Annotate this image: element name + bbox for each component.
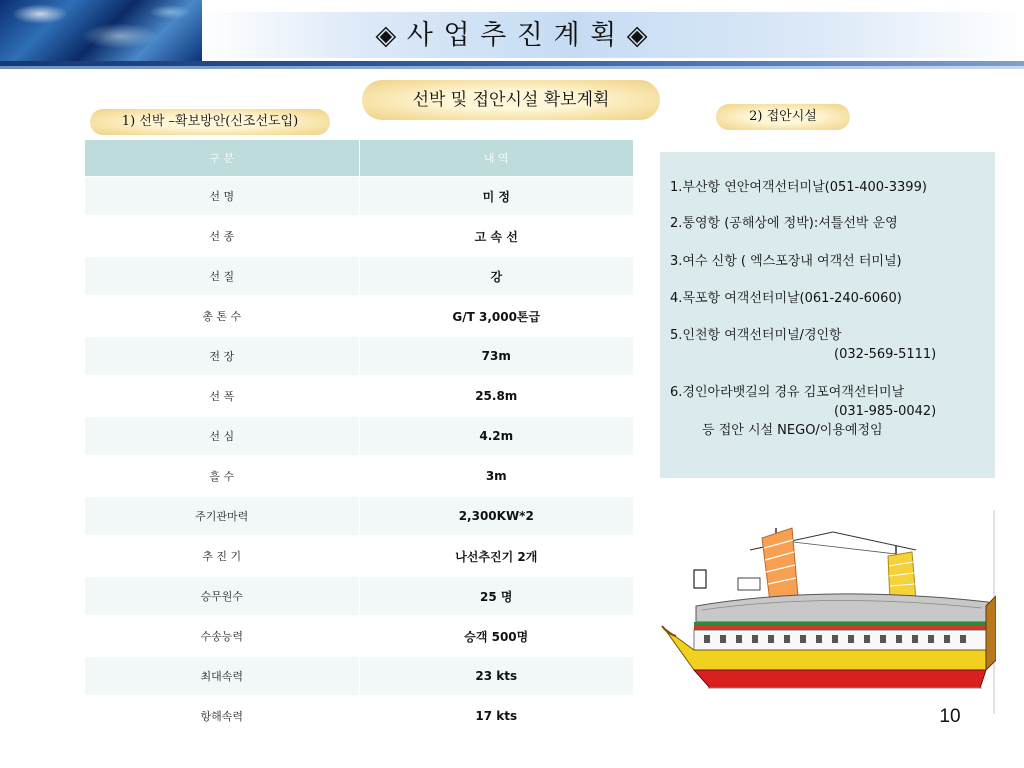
- row-value: 미 정: [359, 177, 634, 217]
- section2-label: 2) 접안시설: [716, 104, 850, 130]
- row-value: 73m: [359, 336, 634, 376]
- ship-spec-table: [84, 139, 634, 737]
- table-row: [85, 536, 634, 576]
- table-row: [85, 177, 634, 217]
- table-row: [85, 416, 634, 456]
- facility-item: 4.목포항 여객선터미날(061-240-6060): [670, 291, 902, 306]
- facility-phone: (032-569-5111): [834, 347, 937, 362]
- row-value: 4.2m: [359, 416, 634, 456]
- slide-title: ◈ 사 업 추 진 계 획 ◈: [375, 20, 649, 51]
- row-key: 승무원수: [85, 576, 360, 616]
- ship-illustration: [658, 510, 996, 714]
- table-row: [85, 576, 634, 616]
- facilities-box: [660, 152, 995, 478]
- header-category: 구 분: [85, 140, 360, 177]
- main-subtitle: 선박 및 접안시설 확보계획: [362, 80, 660, 120]
- row-value: 고 속 선: [359, 216, 634, 256]
- row-key: 선 명: [85, 177, 360, 217]
- table-row: [85, 376, 634, 416]
- row-value: 승객 500명: [359, 616, 634, 656]
- section1-label: 1) 선박 –확보방안(신조선도입): [90, 109, 330, 135]
- row-value: 25 명: [359, 576, 634, 616]
- table-row: [85, 336, 634, 376]
- row-value: 강: [359, 256, 634, 296]
- page-number: 10: [939, 706, 961, 727]
- header-stripe-light: [0, 66, 1024, 69]
- row-key: 최대속력: [85, 656, 360, 696]
- row-key: 총 톤 수: [85, 296, 360, 336]
- row-value: G/T 3,000톤급: [359, 296, 634, 336]
- facility-phone: (031-985-0042): [834, 404, 937, 419]
- row-key: 선 폭: [85, 376, 360, 416]
- slide-header: [0, 0, 1024, 70]
- header-detail: 내 역: [359, 140, 634, 177]
- row-key: 전 장: [85, 336, 360, 376]
- table-row: [85, 256, 634, 296]
- row-key: 추 진 기: [85, 536, 360, 576]
- table-row: [85, 496, 634, 536]
- row-value: 25.8m: [359, 376, 634, 416]
- row-key: 선 질: [85, 256, 360, 296]
- row-value: 17 kts: [359, 696, 634, 736]
- facility-item: 2.통영항 (공해상에 정박):셔틀선박 운영: [670, 216, 898, 231]
- row-key: 흘 수: [85, 456, 360, 496]
- row-value: 23 kts: [359, 656, 634, 696]
- row-key: 주기관마력: [85, 496, 360, 536]
- table-row: [85, 656, 634, 696]
- row-value: 2,300KW*2: [359, 496, 634, 536]
- row-key: 항해속력: [85, 696, 360, 736]
- table-row: [85, 296, 634, 336]
- table-header-row: [85, 140, 634, 177]
- facility-item: 5.인천항 여객선터미널/경인항: [670, 328, 842, 343]
- facility-item: 6.경인아라뱃길의 경유 김포여객선터미날: [670, 385, 905, 400]
- row-value: 나선추진기 2개: [359, 536, 634, 576]
- row-value: 3m: [359, 456, 634, 496]
- table-row: [85, 456, 634, 496]
- table-row: [85, 216, 634, 256]
- facility-note: 등 접안 시설 NEGO/이용예정임: [702, 423, 883, 438]
- row-key: 선 종: [85, 216, 360, 256]
- table-row: [85, 696, 634, 736]
- row-key: 수송능력: [85, 616, 360, 656]
- facility-item: 3.여수 신항 ( 엑스포장내 여객선 터미널): [670, 254, 902, 269]
- header-photo: [0, 0, 202, 61]
- row-key: 선 심: [85, 416, 360, 456]
- facility-item: 1.부산항 연안여객선터미날(051-400-3399): [670, 180, 927, 195]
- table-row: [85, 616, 634, 656]
